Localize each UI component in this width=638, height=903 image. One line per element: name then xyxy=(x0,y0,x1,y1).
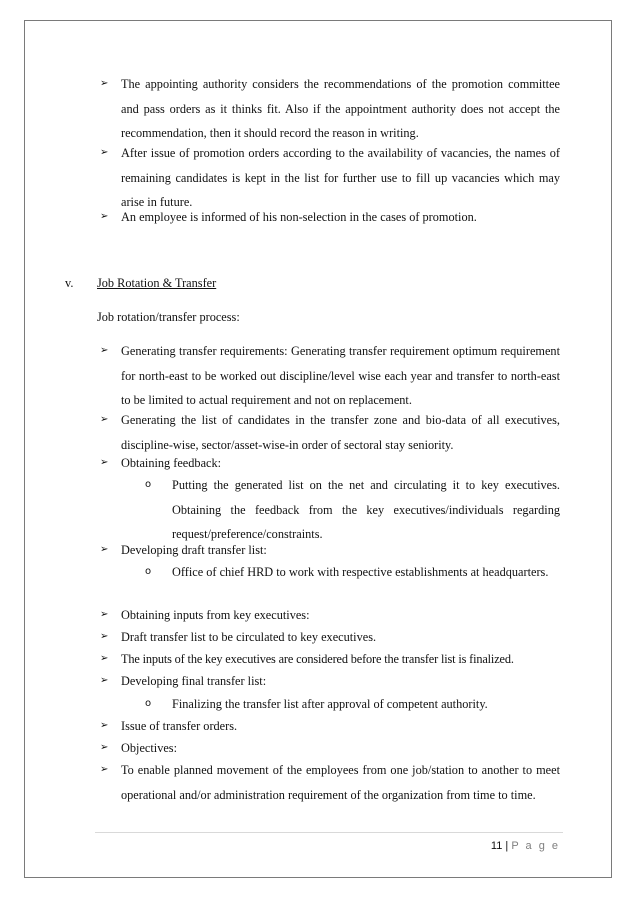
list-item: ➢ Generating transfer requirements: Generating transfer requirement optimum requirement for north-east to be worked out discipline/level wise each year and transfer to north-east to be limited to actual requirement and not on replacement. xyxy=(100,339,560,413)
section-number: v. xyxy=(65,276,74,290)
list-item: ➢ An employee is informed of his non-selection in the cases of promotion. xyxy=(100,205,560,230)
list-item: ➢ The appointing authority considers the recommendations of the promotion committee and pass orders as it thinks fit. Also if the appointment authority does not accept the recommendation, then it should record the reason in writing. xyxy=(100,72,560,146)
page-number: 11 xyxy=(490,840,503,852)
arrowhead-bullet-icon: ➢ xyxy=(100,414,109,425)
list-item: ➢ Obtaining feedback: xyxy=(100,451,560,476)
page-footer xyxy=(491,840,560,852)
arrowhead-bullet-icon: ➢ xyxy=(100,345,109,356)
sub-list-item: o Office of chief HRD to work with respective establishments at headquarters. xyxy=(145,560,560,585)
arrowhead-bullet-icon: ➢ xyxy=(100,675,109,686)
arrowhead-bullet-icon: ➢ xyxy=(100,544,109,555)
arrowhead-bullet-icon: ➢ xyxy=(100,742,109,753)
arrowhead-bullet-icon: ➢ xyxy=(100,764,109,775)
arrowhead-bullet-icon: ➢ xyxy=(100,631,109,642)
arrowhead-bullet-icon: ➢ xyxy=(100,211,109,222)
list-item: ➢ Developing final transfer list: xyxy=(100,669,560,694)
list-item: ➢ The inputs of the key executives are considered before the transfer list is finalized. xyxy=(100,647,560,672)
circle-bullet-icon: o xyxy=(145,479,152,490)
footer-divider xyxy=(95,832,563,833)
circle-bullet-icon: o xyxy=(145,698,152,709)
list-item: ➢ Draft transfer list to be circulated to key executives. xyxy=(100,625,560,650)
list-item: ➢ After issue of promotion orders according to the availability of vacancies, the names of remaining candidates is kept in the list for further use to fill up vacancies which may arise in future. xyxy=(100,141,560,215)
page-label: P a g e xyxy=(511,840,560,852)
arrowhead-bullet-icon: ➢ xyxy=(100,78,109,89)
arrowhead-bullet-icon: ➢ xyxy=(100,653,109,664)
footer-separator: | xyxy=(505,840,509,852)
list-item: ➢ Objectives: xyxy=(100,736,560,761)
section-title: Job Rotation & Transfer xyxy=(97,276,217,290)
circle-bullet-icon: o xyxy=(145,566,152,577)
list-item: ➢ To enable planned movement of the employees from one job/station to another to meet operational and/or administration requirement of the organization from time to time. xyxy=(100,758,560,807)
arrowhead-bullet-icon: ➢ xyxy=(100,457,109,468)
list-item: ➢ Obtaining inputs from key executives: xyxy=(100,603,560,628)
section-intro: Job rotation/transfer process: xyxy=(97,310,240,324)
arrowhead-bullet-icon: ➢ xyxy=(100,609,109,620)
sub-list-item: o Putting the generated list on the net and circulating it to key executives. Obtaining the feedback from the key executives/individuals regarding request/preference/constraints. xyxy=(145,473,560,547)
sub-list-item: o Finalizing the transfer list after approval of competent authority. xyxy=(145,692,560,717)
list-item: ➢ Issue of transfer orders. xyxy=(100,714,560,739)
arrowhead-bullet-icon: ➢ xyxy=(100,147,109,158)
list-item: ➢ Generating the list of candidates in the transfer zone and bio-data of all executives, discipline-wise, sector/asset-wise-in order of sectoral stay seniority. xyxy=(100,408,560,457)
list-item: ➢ Developing draft transfer list: xyxy=(100,538,560,563)
arrowhead-bullet-icon: ➢ xyxy=(100,720,109,731)
